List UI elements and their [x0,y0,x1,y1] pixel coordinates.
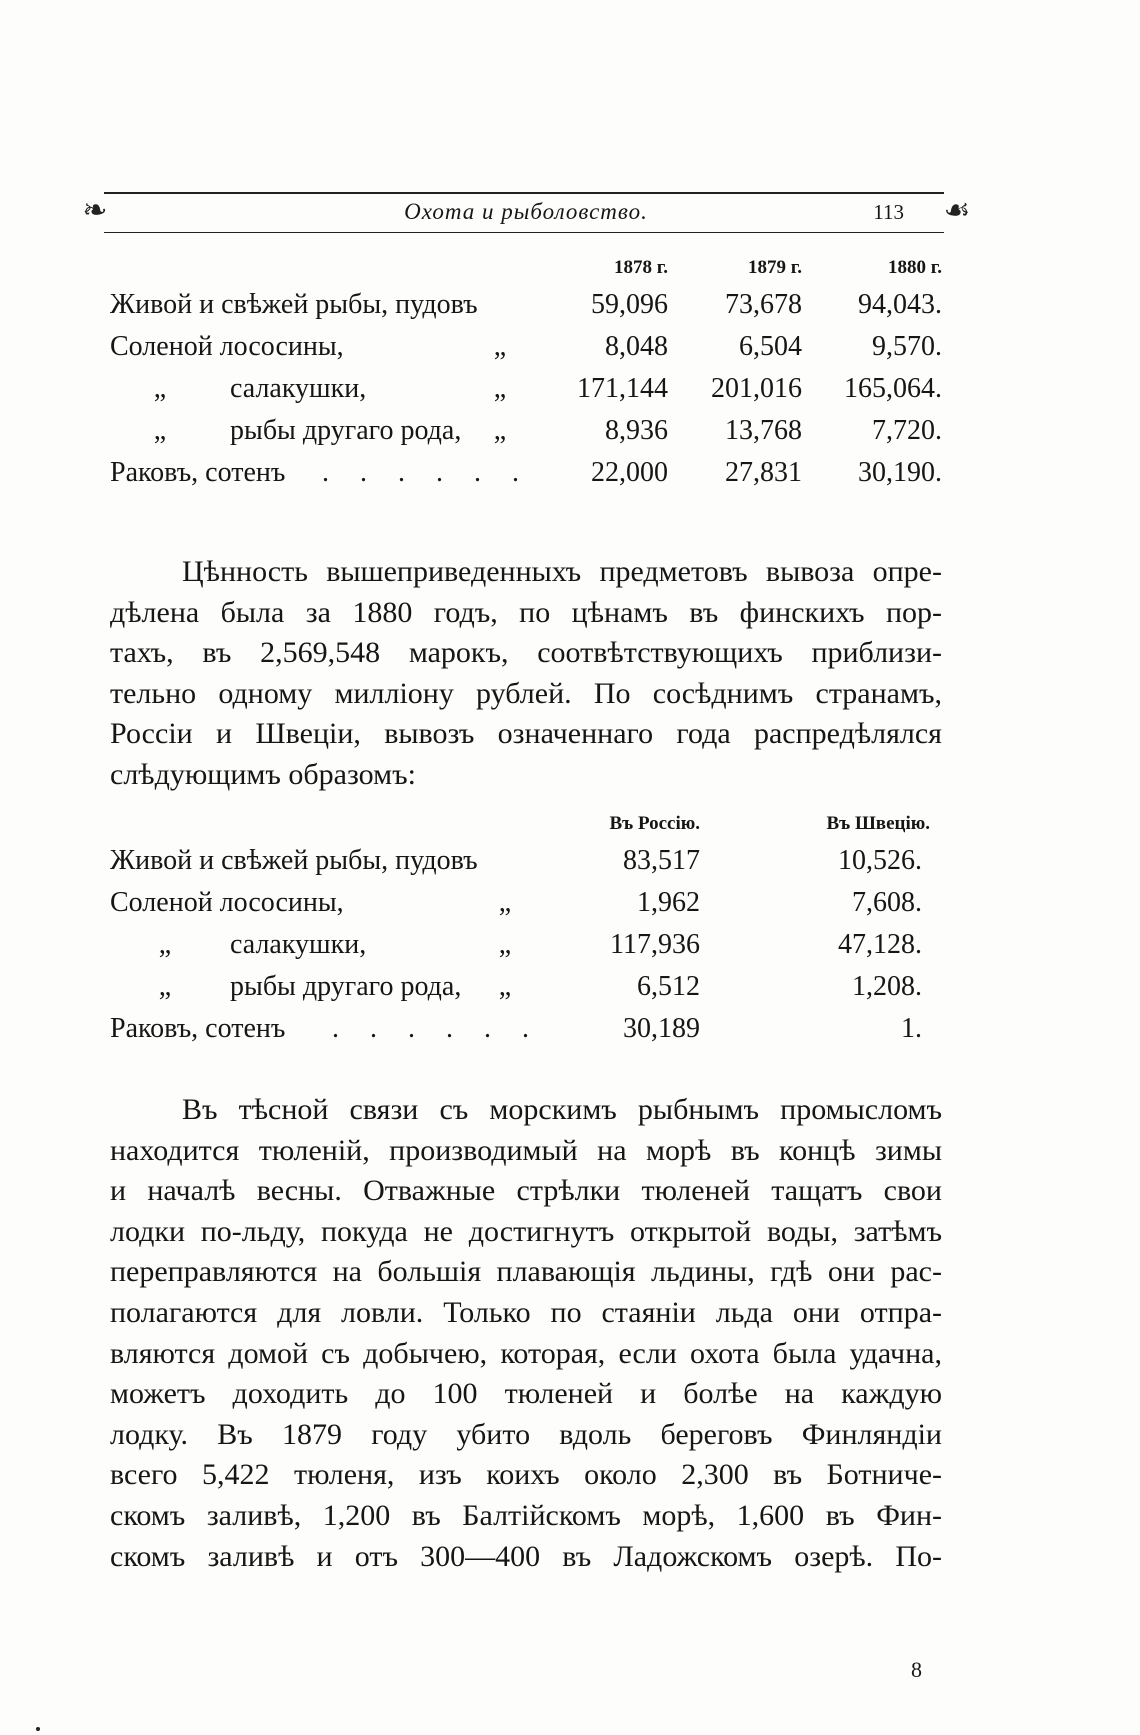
table-row [0,966,1140,1008]
cell-value: 1. [901,1013,922,1044]
ditto-mark: „ [498,887,512,918]
paragraph-seal-hunting [110,1090,942,1577]
cell-value: 10,526. [838,845,922,876]
table-header [0,808,1140,840]
row-label: Раковъ, сотенъ [110,457,286,488]
cell-value: 73,678 [725,289,802,320]
ditto-mark: „ [158,929,172,960]
ditto-mark: „ [498,929,512,960]
text-line: Въ тѣсной связи съ морскимъ рыбнымъ промысломъ [182,1093,942,1126]
table-row [0,368,1140,410]
row-label: Живой и свѣжей рыбы, пудовъ [110,289,478,320]
cell-value: 117,936 [610,929,700,960]
text-line: полагаются для ловли. Только по стаяніи льда они отпра- [110,1295,942,1329]
ditto-mark: „ [153,415,167,446]
text-line: скомъ заливѣ, 1,200 въ Балтійскомъ морѣ, 1,600 въ Фин- [110,1498,942,1532]
cell-value: 8,936 [605,415,668,446]
column-header-sweden: Въ Швецію. [826,813,930,834]
running-title: Охота и рыболовство. [404,199,648,224]
column-header-1878: 1878 г. [614,257,668,278]
ornament-right-icon: ☙ [943,194,971,227]
row-label: Соленой лососины, [110,887,344,918]
ornament-left-icon: ❧ [82,194,108,227]
text-line: и началѣ весны. Отважные стрѣлки тюленей тащатъ свои [110,1174,942,1208]
cell-value: 47,128. [838,929,922,960]
table-row [0,1008,1140,1050]
signature-mark: 8 [911,1657,922,1682]
cell-value: 22,000 [591,457,668,488]
leader-dots: . . . . . . [322,457,531,488]
text-line: находится тюленій, производимый на морѣ въ концѣ зимы [110,1133,942,1167]
cell-value: 7,608. [852,887,922,918]
print-speck [36,1727,40,1731]
row-label: салакушки, [230,373,367,404]
row-label: рыбы другаго рода, [230,971,462,1002]
column-header-1879: 1879 г. [748,257,802,278]
leader-dots: . . . . . . [332,1013,541,1044]
ditto-mark: „ [498,971,512,1002]
page-number: 113 [873,200,904,224]
export-table-by-country [0,808,1140,1050]
table-row [0,284,1140,326]
text-line: тельно одному милліону рублей. По сосѣднимъ странамъ, [110,676,942,710]
text-line: всего 5,422 тюленя, изъ коихъ около 2,300 въ Ботниче- [110,1458,942,1492]
text-line: скомъ заливѣ и отъ 300—400 въ Ладожскомъ озерѣ. По- [110,1539,942,1573]
cell-value: 83,517 [623,845,700,876]
cell-value: 171,144 [577,373,668,404]
running-header [82,176,971,246]
header-rule-bottom [104,232,944,233]
text-line: Цѣнность вышеприведенныхъ предметовъ вывоза опре- [182,555,942,588]
cell-value: 6,504 [739,331,802,362]
text-line: переправляются на большія плавающія льдины, гдѣ они рас- [110,1255,942,1289]
cell-value: 201,016 [711,373,802,404]
text-line: лодки по-льду, покуда не достигнутъ открытой воды, затѣмъ [110,1214,942,1248]
row-label: Соленой лососины, [110,331,344,362]
text-line: можетъ доходить до 100 тюленей и болѣе на каждую [110,1377,942,1411]
column-header-russia: Въ Россію. [609,813,700,834]
paragraph-export-value [110,552,942,796]
cell-value: 7,720. [872,415,942,446]
text-line: вляются домой съ добычею, которая, если охота была удачна, [110,1336,942,1370]
column-header-1880: 1880 г. [888,257,942,278]
row-label: Живой и свѣжей рыбы, пудовъ [110,845,478,876]
ditto-mark: „ [493,373,507,404]
row-label: рыбы другаго рода, [230,415,462,446]
cell-value: 1,962 [637,887,700,918]
cell-value: 30,189 [623,1013,700,1044]
export-table-by-year [0,252,1140,494]
table-row [0,410,1140,452]
table-row [0,924,1140,966]
ditto-mark: „ [153,373,167,404]
table-row [0,326,1140,368]
ditto-mark: „ [158,971,172,1002]
text-line: Россіи и Швеціи, вывозъ означеннаго года распредѣлялся [110,717,942,751]
cell-value: 9,570. [872,331,942,362]
text-line: слѣдующимъ образомъ: [110,757,416,791]
ditto-mark: „ [493,331,507,362]
ditto-mark: „ [493,415,507,446]
cell-value: 27,831 [725,457,802,488]
cell-value: 13,768 [725,415,802,446]
cell-value: 94,043. [858,289,942,320]
table-row [0,840,1140,882]
text-line: дѣлена была за 1880 годъ, по цѣнамъ въ финскихъ пор- [110,595,942,629]
table-row [0,882,1140,924]
text-line: тахъ, въ 2,569,548 марокъ, соотвѣтствующихъ приблизи- [110,636,942,670]
text-line: лодку. Въ 1879 году убито вдоль береговъ Финляндіи [110,1417,942,1451]
cell-value: 1,208. [852,971,922,1002]
row-label: Раковъ, сотенъ [110,1013,286,1044]
table-row [0,452,1140,494]
cell-value: 30,190. [858,457,942,488]
table-header [0,252,1140,284]
cell-value: 165,064. [844,373,942,404]
row-label: салакушки, [230,929,367,960]
cell-value: 6,512 [637,971,700,1002]
cell-value: 8,048 [605,331,668,362]
cell-value: 59,096 [591,289,668,320]
